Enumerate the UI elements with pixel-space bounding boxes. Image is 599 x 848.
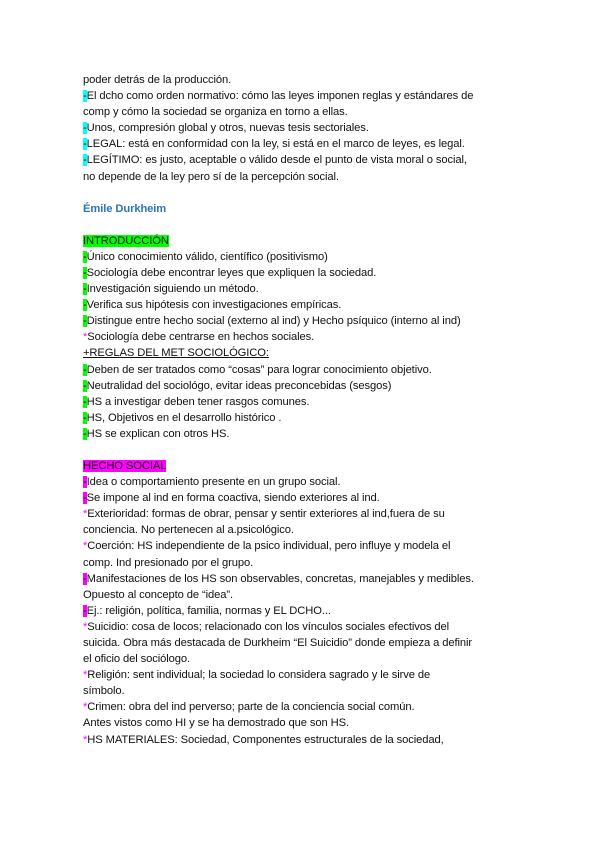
reglas-title (83, 345, 523, 361)
intro-item (83, 281, 523, 297)
bullet-marker: - (83, 572, 87, 585)
intro-star-item (83, 329, 523, 345)
star-marker: * (83, 733, 88, 746)
bullet-line (83, 120, 523, 136)
hs-continuation: el oficio del sociólogo. (83, 653, 191, 666)
hs-continuation: Opuesto al concepto de “idea”. (83, 588, 233, 601)
star-text: Coerción: HS independiente de la psico individual, pero influye y modela el (87, 540, 451, 553)
hs-continuation: Antes vistos como HI y se ha demostrado que son HS. (83, 717, 350, 730)
reglas-item (83, 378, 523, 394)
bullet-marker: - (83, 283, 87, 296)
hs-star-item (83, 506, 523, 522)
intro-title (83, 233, 523, 249)
reglas-item (83, 410, 523, 426)
hs-continuation: suicida. Obra más destacada de Durkheim “El Suicidio” donde empieza a definir (83, 637, 473, 649)
bullet-marker: - (83, 476, 87, 489)
paragraph-line: no depende de la ley pero sí de la percepción social. (83, 170, 339, 183)
bullet-marker: - (83, 492, 87, 505)
bullet-text: Investigación siguiendo un método. (86, 283, 259, 296)
star-marker: * (83, 669, 88, 682)
bullet-text: Se impone al ind en forma coactiva, siendo exteriores al ind. (86, 492, 380, 505)
bullet-marker: - (83, 154, 87, 167)
star-text: Religión: sent individual; la sociedad lo considera sagrado y le sirve de (87, 669, 431, 682)
hs-item (83, 603, 523, 619)
hs-item (83, 571, 523, 587)
hecho-social-title-text: HECHO SOCIAL (83, 459, 167, 472)
hs-star-item (83, 619, 523, 635)
bullet-marker: - (83, 138, 87, 151)
document-body (83, 72, 523, 748)
bullet-marker: - (83, 315, 87, 328)
bullet-text: El dcho como orden normativo: cómo las leyes imponen reglas y estándares de (86, 90, 474, 103)
bullet-marker: - (83, 266, 87, 279)
star-text: Exterioridad: formas de obrar, pensar y sentir exteriores al ind,fuera de su (87, 508, 445, 521)
hs-star-item (83, 732, 523, 748)
section-heading: Émile Durkheim (83, 202, 167, 215)
hs-star-item (83, 538, 523, 554)
bullet-text: Verifica sus hipótesis con investigaciones empíricas. (86, 299, 342, 312)
hs-star-item (83, 699, 523, 715)
bullet-marker: - (83, 90, 87, 103)
star-marker: * (83, 620, 88, 633)
bullet-text: Distingue entre hecho social (externo al ind) y Hecho psíquico (interno al ind) (86, 315, 461, 328)
bullet-marker: - (83, 379, 87, 392)
reglas-item (83, 394, 523, 410)
intro-item (83, 313, 523, 329)
star-marker: * (83, 331, 88, 344)
hs-continuation: conciencia. No pertenecen al a.psicológico. (83, 524, 294, 537)
paragraph-line: poder detrás de la producción. (83, 74, 232, 86)
star-marker: * (83, 701, 88, 714)
bullet-text: Único conocimiento válido, científico (positivismo) (86, 250, 328, 263)
bullet-text: LEGAL: está en conformidad con la ley, si está en el marco de leyes, es legal. (86, 138, 465, 151)
star-marker: * (83, 508, 88, 521)
bullet-marker: - (83, 411, 87, 424)
bullet-text: HS se explican con otros HS. (86, 427, 230, 440)
star-text: HS MATERIALES: Sociedad, Componentes estructurales de la sociedad, (87, 733, 444, 746)
paragraph-line: comp y cómo la sociedad se organiza en torno a ellas. (83, 106, 348, 119)
bullet-text: Ej.: religión, política, familia, normas y EL DCHO... (86, 604, 331, 617)
star-marker: * (83, 540, 88, 553)
bullet-marker: - (83, 604, 87, 617)
bullet-marker: - (83, 299, 87, 312)
hs-item (83, 490, 523, 506)
bullet-text: LEGÍTIMO: es justo, aceptable o válido desde el punto de vista moral o social, (86, 154, 467, 167)
bullet-text: Sociología debe encontrar leyes que expliquen la sociedad. (86, 266, 377, 279)
bullet-text: Deben de ser tratados como “cosas” para lograr conocimiento objetivo. (86, 363, 432, 376)
star-text: Crimen: obra del ind perverso; parte de la conciencia social común. (87, 701, 415, 714)
star-text: Suicidio: cosa de locos; relacionado con los vínculos sociales efectivos del (87, 620, 450, 633)
hs-continuation: símbolo. (83, 685, 125, 698)
bullet-text: Neutralidad del sociológo, evitar ideas preconcebidas (sesgos) (86, 379, 392, 392)
bullet-marker: - (83, 250, 87, 263)
bullet-text: HS a investigar deben tener rasgos comunes. (86, 395, 310, 408)
bullet-text: HS, Objetivos en el desarrollo histórico . (86, 411, 282, 424)
bullet-text: Manifestaciones de los HS son observables, concretas, manejables y medibles. (86, 572, 474, 585)
hecho-social-title (83, 458, 523, 474)
intro-item (83, 265, 523, 281)
hs-star-item (83, 667, 523, 683)
intro-item (83, 297, 523, 313)
bullet-marker: - (83, 395, 87, 408)
reglas-item (83, 426, 523, 442)
intro-title-text: INTRODUCCIÓN (83, 234, 169, 247)
reglas-title-text: +REGLAS DEL MET SOCIOLÓGICO: (83, 347, 269, 360)
bullet-text: Idea o comportamiento presente en un grupo social. (86, 476, 341, 489)
bullet-line (83, 88, 523, 104)
bullet-marker: - (83, 122, 87, 135)
star-text: Sociología debe centrarse en hechos sociales. (87, 331, 315, 344)
bullet-marker: - (83, 427, 87, 440)
bullet-marker: - (83, 363, 87, 376)
reglas-item (83, 362, 523, 378)
hs-continuation: comp. Ind presionado por el grupo. (83, 556, 254, 569)
bullet-line (83, 152, 523, 168)
intro-item (83, 249, 523, 265)
hs-item (83, 474, 523, 490)
bullet-text: Unos, compresión global y otros, nuevas tesis sectoriales. (86, 122, 369, 135)
bullet-line (83, 136, 523, 152)
